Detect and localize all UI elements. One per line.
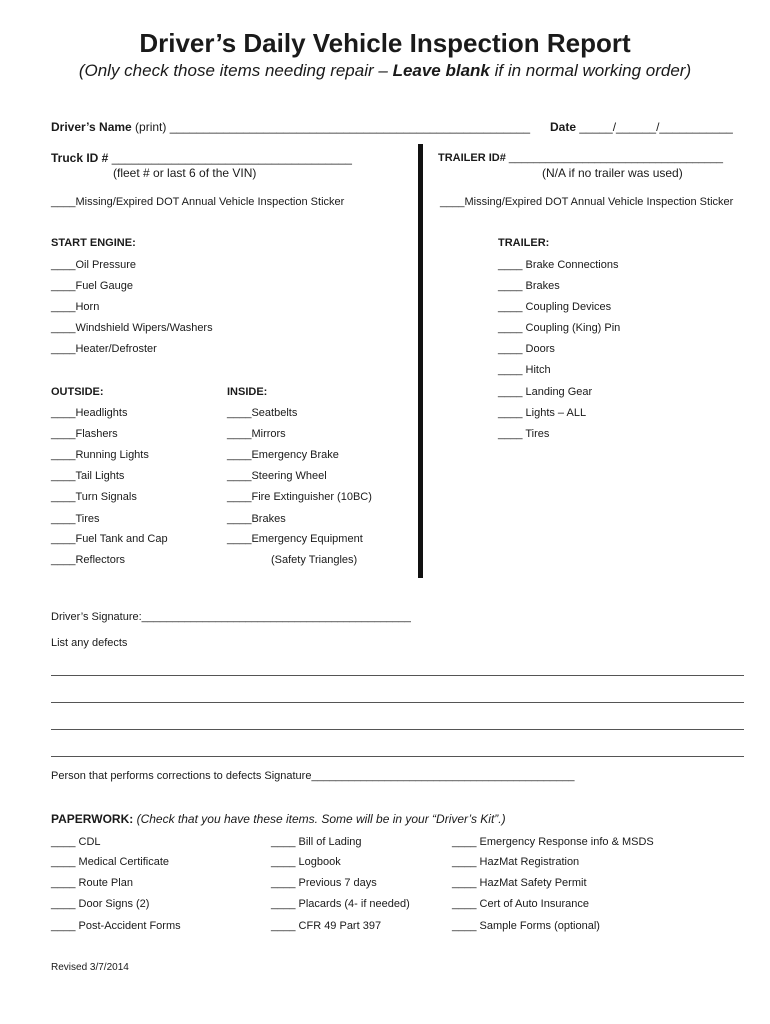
paperwork-item[interactable]: ____ Medical Certificate (51, 856, 170, 868)
date-field[interactable] (550, 120, 733, 134)
start-engine-item[interactable]: ____Heater/Defroster (51, 343, 157, 355)
outside-item[interactable]: ____Flashers (51, 428, 118, 440)
paperwork-item[interactable]: ____ Logbook (271, 856, 341, 868)
inside-item-note: (Safety Triangles) (271, 554, 358, 566)
paperwork-item[interactable]: ____ Previous 7 days (271, 877, 377, 889)
trailer-item[interactable]: ____ Coupling Devices (498, 301, 612, 313)
paperwork-item[interactable]: ____ Door Signs (2) (51, 898, 150, 910)
start-engine-heading: START ENGINE: (51, 237, 136, 249)
truck-id-blank: ____________________________________ (108, 151, 352, 165)
paperwork-heading: PAPERWORK: (51, 812, 134, 826)
paperwork-item[interactable]: ____ HazMat Safety Permit (452, 877, 587, 889)
trailer-item[interactable]: ____ Brake Connections (498, 259, 619, 271)
trailer-item[interactable]: ____ Lights – ALL (498, 407, 587, 419)
trailer-item[interactable]: ____ Brakes (498, 280, 560, 292)
outside-item[interactable]: ____Tail Lights (51, 470, 125, 482)
trailer-id-field[interactable] (438, 152, 723, 164)
subtitle-bold: Leave blank (392, 61, 490, 80)
outside-item[interactable]: ____Turn Signals (51, 491, 137, 503)
inside-item[interactable]: ____Emergency Brake (227, 449, 339, 461)
paperwork-item[interactable]: ____ Sample Forms (optional) (452, 920, 600, 932)
paperwork-item[interactable]: ____ Route Plan (51, 877, 133, 889)
defects-line[interactable] (51, 702, 744, 703)
truck-id-label: Truck ID # (51, 151, 109, 165)
truck-id-hint: (fleet # or last 6 of the VIN) (113, 166, 257, 180)
corrections-signature-field[interactable]: Person that performs corrections to defects Signature___________________________________________ (51, 770, 575, 782)
paperwork-item[interactable]: ____ Cert of Auto Insurance (452, 898, 589, 910)
outside-heading: OUTSIDE: (51, 386, 104, 398)
inside-item[interactable]: ____Fire Extinguisher (10BC) (227, 491, 372, 503)
outside-item[interactable]: ____Fuel Tank and Cap (51, 533, 168, 545)
paperwork-note: (Check that you have these items. Some will be in your “Driver’s Kit”.) (136, 812, 506, 826)
outside-item[interactable]: ____Tires (51, 513, 100, 525)
inside-item[interactable]: ____Steering Wheel (227, 470, 327, 482)
driver-name-label: Driver’s Name (51, 120, 132, 134)
inside-item[interactable]: ____Emergency Equipment (227, 533, 363, 545)
subtitle-post: if in normal working order) (489, 61, 692, 80)
driver-signature-field[interactable]: Driver’s Signature:____________________________________________ (51, 611, 411, 623)
paperwork-item[interactable]: ____ HazMat Registration (452, 856, 580, 868)
date-blank: _____/______/___________ (576, 120, 733, 134)
start-engine-item[interactable]: ____Windshield Wipers/Washers (51, 322, 213, 334)
outside-item[interactable]: ____Running Lights (51, 449, 149, 461)
inside-item[interactable]: ____Brakes (227, 513, 286, 525)
trailer-item[interactable]: ____ Landing Gear (498, 386, 593, 398)
trailer-item[interactable]: ____ Tires (498, 428, 550, 440)
sticker-truck-check[interactable]: ____Missing/Expired DOT Annual Vehicle Inspection Sticker (51, 196, 345, 208)
paperwork-header (51, 812, 506, 826)
paperwork-item[interactable]: ____ Bill of Lading (271, 836, 362, 848)
trailer-heading: TRAILER: (498, 237, 550, 249)
start-engine-item[interactable]: ____Oil Pressure (51, 259, 136, 271)
trailer-item[interactable]: ____ Doors (498, 343, 555, 355)
outside-item[interactable]: ____Headlights (51, 407, 128, 419)
defects-line[interactable] (51, 675, 744, 676)
trailer-id-blank: ___________________________________ (505, 152, 724, 164)
page-title: Driver’s Daily Vehicle Inspection Report (139, 28, 631, 58)
defects-line[interactable] (51, 729, 744, 730)
paperwork-item[interactable]: ____ Placards (4- if needed) (271, 898, 410, 910)
outside-item[interactable]: ____Reflectors (51, 554, 125, 566)
inside-item[interactable]: ____Mirrors (227, 428, 286, 440)
trailer-id-hint: (N/A if no trailer was used) (542, 166, 683, 180)
paperwork-item[interactable]: ____ Post-Accident Forms (51, 920, 181, 932)
sticker-trailer-check[interactable]: ____Missing/Expired DOT Annual Vehicle Inspection Sticker (440, 196, 734, 208)
driver-name-field[interactable] (51, 120, 530, 134)
trailer-item[interactable]: ____ Coupling (King) Pin (498, 322, 621, 334)
driver-name-hint: (print) ______________________________________________________ (131, 120, 531, 134)
page-subtitle (0, 61, 770, 81)
start-engine-item[interactable]: ____Fuel Gauge (51, 280, 133, 292)
trailer-item[interactable]: ____ Hitch (498, 364, 551, 376)
paperwork-item[interactable]: ____ Emergency Response info & MSDS (452, 836, 654, 848)
trailer-id-label: TRAILER ID# (438, 152, 506, 164)
truck-id-field[interactable] (51, 151, 352, 165)
paperwork-item[interactable]: ____ CDL (51, 836, 101, 848)
column-divider (418, 144, 423, 578)
defects-line[interactable] (51, 756, 744, 757)
defects-label: List any defects (51, 637, 128, 649)
revised-date: Revised 3/7/2014 (51, 962, 129, 973)
date-label: Date (550, 120, 577, 134)
inside-item[interactable]: ____Seatbelts (227, 407, 298, 419)
subtitle-pre: (Only check those items needing repair – (78, 61, 393, 80)
paperwork-item[interactable]: ____ CFR 49 Part 397 (271, 920, 382, 932)
start-engine-item[interactable]: ____Horn (51, 301, 100, 313)
inside-heading: INSIDE: (227, 386, 268, 398)
